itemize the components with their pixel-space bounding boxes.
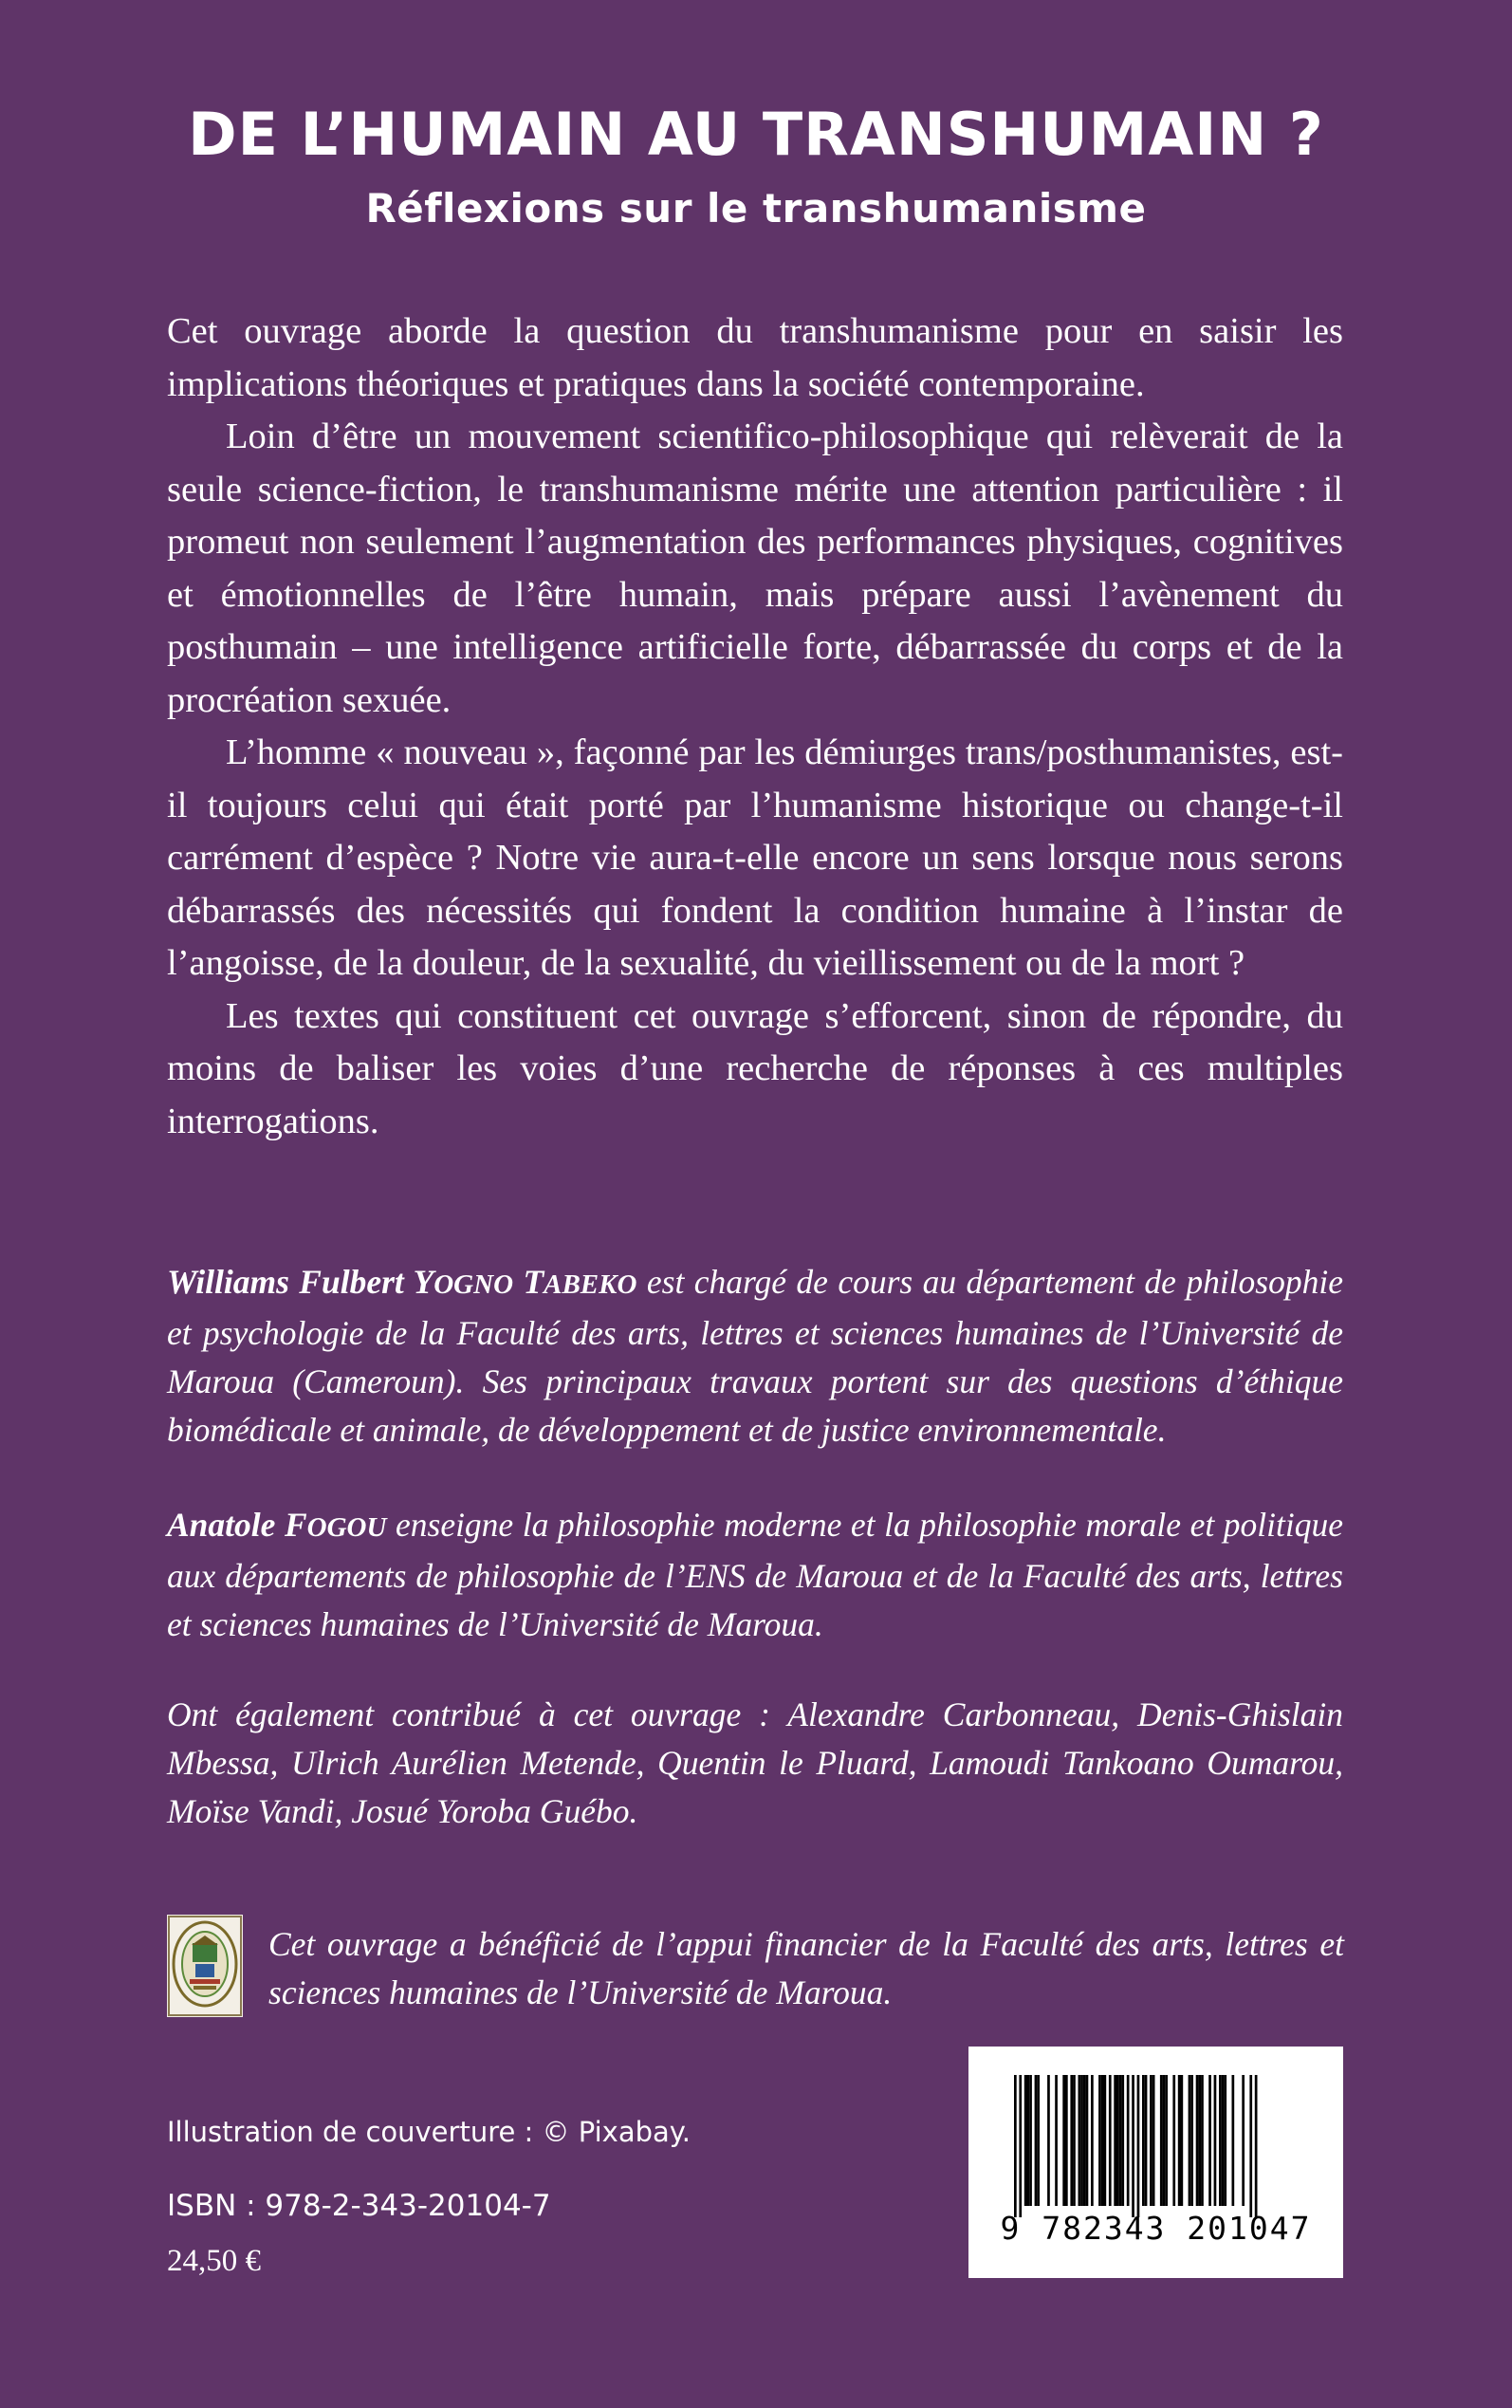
- barcode-bar: [1160, 2075, 1163, 2206]
- barcode-bar: [1114, 2075, 1116, 2206]
- author-bio-fogou: Anatole FOGOU enseigne la philosophie moderne et la philosophie morale et politique aux départements de philosophie de l’ENS de Maroua et de la Faculté des arts, lettres et sciences humaines de l’Université de Maroua.: [167, 1506, 1344, 1643]
- barcode-bar: [1198, 2075, 1201, 2206]
- barcode-bar: [1219, 2075, 1222, 2206]
- barcode-bar: [1145, 2075, 1148, 2206]
- barcode-bar: [1109, 2075, 1112, 2206]
- barcode-bar: [1150, 2075, 1152, 2206]
- contributors: Ont également contribué à cet ouvrage : Alexandre Carbonneau, Denis-Ghislain Mbessa, Ulrich Aurélien Metende, Quentin le Pluard, Lamoudi Tankoano Oumarou, Moïse Vandi, Josué Yoroba Guébo.: [167, 1695, 1343, 1830]
- blurb-paragraph: Les textes qui constituent cet ouvrage s’efforcent, sinon de répondre, du moins de baliser les voies d’une recherche de réponses à ces multiples interrogations.: [167, 995, 1343, 1141]
- barcode-bar: [1214, 2075, 1217, 2206]
- blurb-paragraph: Cet ouvrage aborde la question du transhumanisme pour en saisir les implications théoriques et pratiques dans la société contemporaine.: [167, 311, 1343, 404]
- barcode-bar: [1137, 2075, 1140, 2217]
- university-seal-icon: [167, 1915, 243, 2017]
- barcode-bar: [1098, 2075, 1101, 2206]
- blurb: [167, 306, 1343, 1148]
- barcode-bar: [1037, 2075, 1040, 2206]
- illustration-credit: Illustration de couverture : © Pixabay.: [167, 2116, 691, 2148]
- barcode-bar: [1121, 2075, 1124, 2206]
- barcode-bar: [1119, 2075, 1122, 2206]
- barcode-bar: [1127, 2075, 1130, 2206]
- barcode-bar: [1201, 2075, 1204, 2206]
- isbn: ISBN : 978-2-343-20104-7: [167, 2189, 551, 2223]
- barcode-bar: [1190, 2075, 1193, 2206]
- barcode-bar: [1132, 2075, 1134, 2217]
- barcode-bar: [1255, 2075, 1258, 2217]
- barcode-bar: [1047, 2075, 1050, 2206]
- barcode-bar: [1019, 2075, 1022, 2217]
- barcode-bar: [1014, 2075, 1017, 2217]
- barcode-bar: [1070, 2075, 1073, 2206]
- barcode-bar: [1163, 2075, 1166, 2206]
- blurb-paragraph: L’homme « nouveau », façonné par les démiurges trans/posthumanistes, est-il toujours celui qui était porté par l’humanisme historique ou change-t-il carrément d’espèce ? Notre vie aura-t-elle encore un sens lorsque nous serons débarrassés des nécessités qui fondent la condition humaine à l’instar de l’angoisse, de la douleur, de la sexualité, du vieillissement ou de la mort ?: [167, 732, 1343, 983]
- barcode-bar: [1232, 2075, 1235, 2206]
- barcode-bar: [1152, 2075, 1155, 2206]
- barcode-bar: [1101, 2075, 1104, 2206]
- barcode-bar: [1035, 2075, 1038, 2206]
- price: 24,50 €: [167, 2244, 261, 2278]
- barcode-bar: [1083, 2075, 1086, 2206]
- barcode-bar: [1024, 2075, 1027, 2206]
- barcode-bar: [1165, 2075, 1168, 2206]
- author-name: Anatole FOGOU: [167, 1506, 387, 1544]
- barcode-digits: 9 782343 201047: [1000, 2210, 1312, 2247]
- barcode-bar: [1073, 2075, 1076, 2206]
- barcode-bar: [1080, 2075, 1083, 2206]
- book-subtitle: Réflexions sur le transhumanisme: [365, 185, 1147, 232]
- barcode-bar: [1172, 2075, 1175, 2206]
- barcode-bar: [1062, 2075, 1065, 2206]
- blurb-paragraph: Loin d’être un mouvement scientifico-philosophique qui relèverait de la seule science-fiction, le transhumanisme mérite une attention particulière : il promeut non seulement l’augmentation des performances physiques, cognitives et émotionnelles de l’être humain, mais prépare aussi l’avènement du posthumain – une intelligence artificielle forte, débarrassée du corps et de la procréation sexuée.: [167, 417, 1343, 720]
- barcode-bar: [1091, 2075, 1094, 2206]
- book-title: DE L’HUMAIN AU TRANSHUMAIN ?: [188, 100, 1324, 169]
- barcode-bar: [1055, 2075, 1058, 2206]
- barcode-bar: [1196, 2075, 1199, 2206]
- barcode-bar: [1181, 2075, 1184, 2206]
- financial-support-note: Cet ouvrage a bénéficié de l’appui financier de la Faculté des arts, lettres et sciences humaines de l’Université de Maroua.: [268, 1925, 1344, 2011]
- author-name: Williams Fulbert YOGNO TABEKO: [167, 1263, 637, 1301]
- barcode-bar: [1249, 2075, 1252, 2217]
- barcode-bar: [1065, 2075, 1068, 2206]
- barcode-bar: [1104, 2075, 1107, 2206]
- barcode-bar: [1086, 2075, 1089, 2206]
- barcode-bar: [1079, 2075, 1081, 2206]
- barcode-bar: [1222, 2075, 1225, 2206]
- barcode-bar: [1027, 2075, 1030, 2206]
- barcode-bar: [1208, 2075, 1211, 2206]
- author-bio-yogno-tabeko: Williams Fulbert YOGNO TABEKO est chargé de cours au département de philosophie et psychologie de la Faculté des arts, lettres et sciences humaines de l’Université de Maroua (Cameroun). Ses principaux travaux portent sur des questions d’éthique biomédicale et animale, de développement et de justice environnementale.: [167, 1263, 1343, 1449]
- barcode-bar: [1242, 2075, 1245, 2206]
- barcode-bar: [1189, 2075, 1191, 2206]
- isbn-barcode: [968, 2047, 1343, 2278]
- barcode-bar: [1029, 2075, 1032, 2206]
- barcode-bar: [1224, 2075, 1226, 2206]
- barcode-bar: [1178, 2075, 1181, 2206]
- barcode-bar: [1116, 2075, 1119, 2206]
- barcode-bar: [1142, 2075, 1145, 2206]
